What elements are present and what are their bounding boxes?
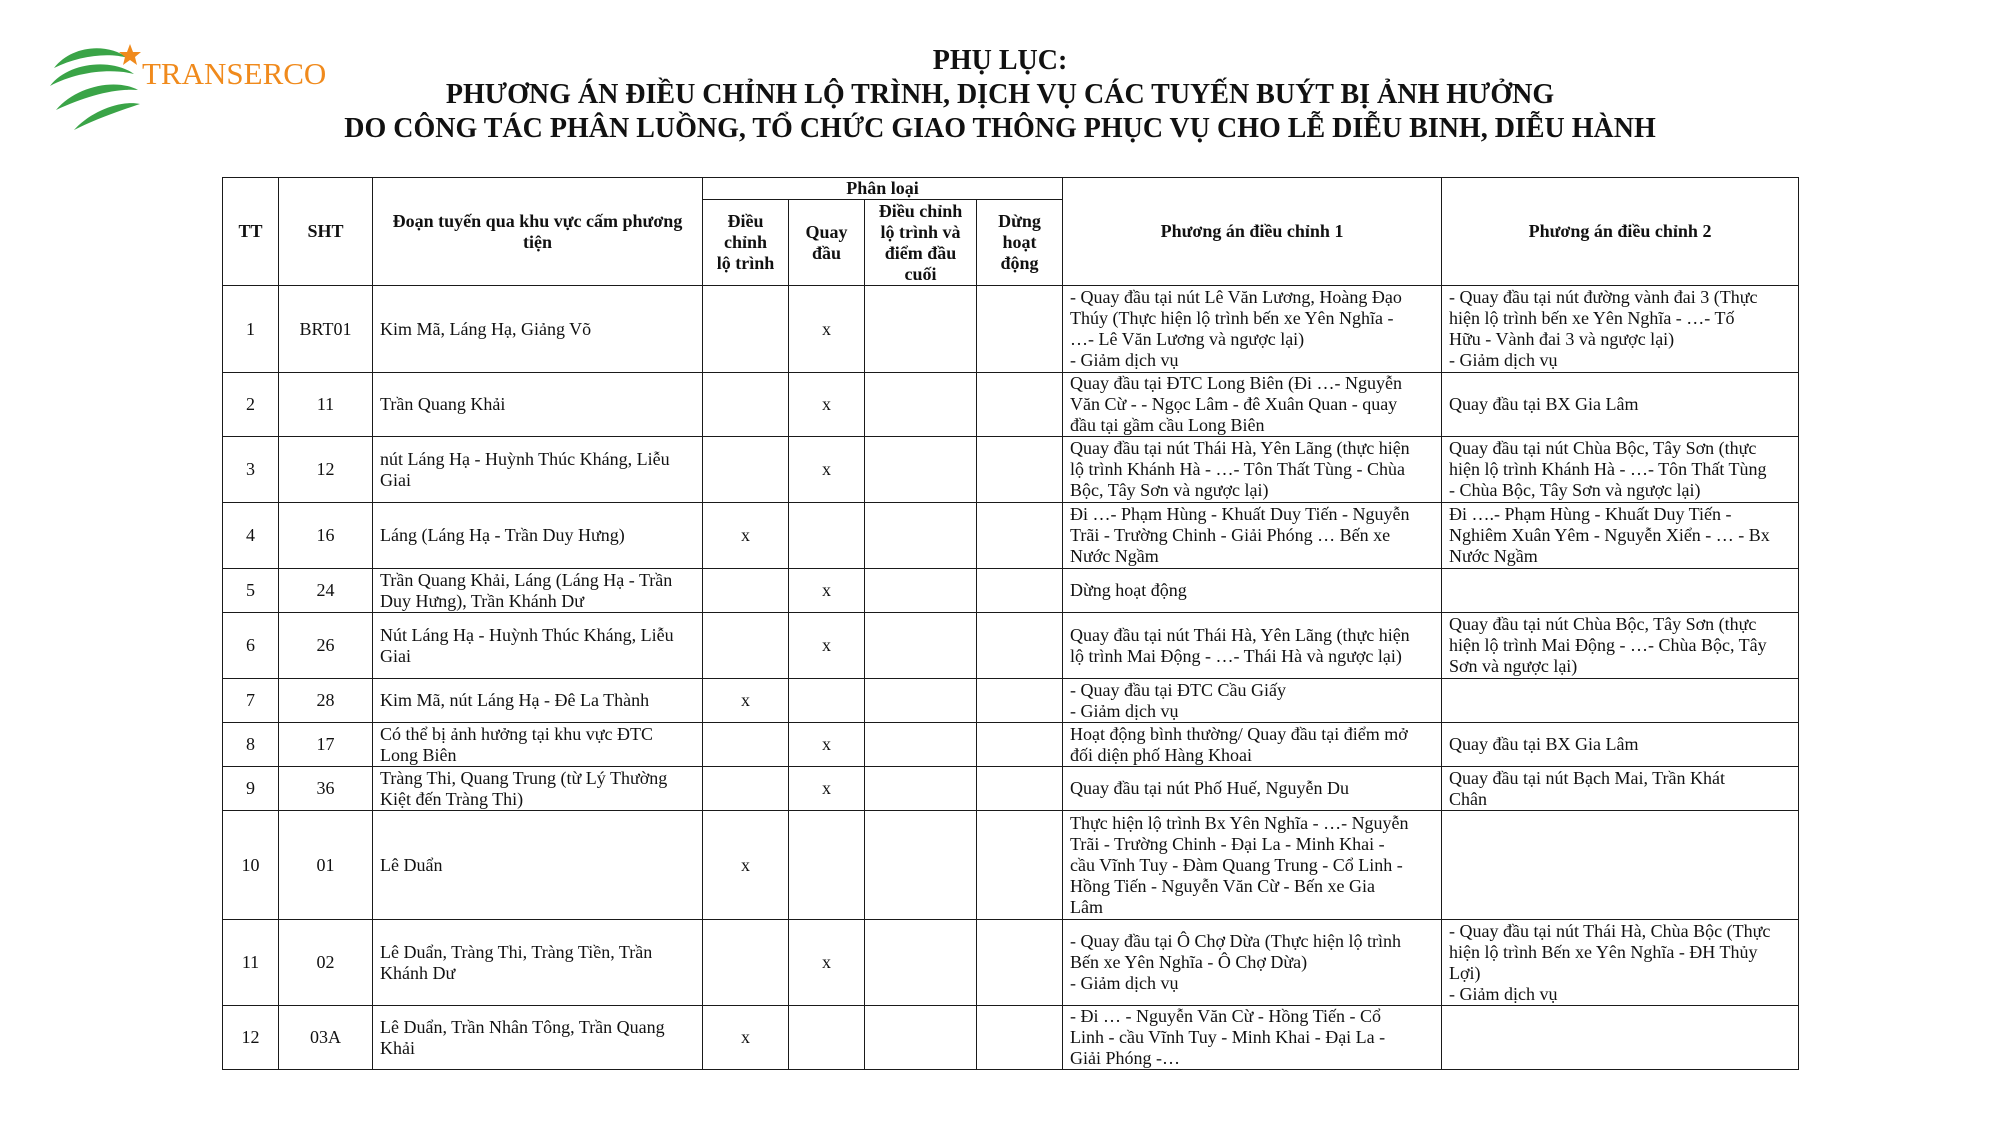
text-line: - Giảm dịch vụ [1070,973,1179,993]
cell-segment [373,920,703,1006]
text-line: Có thể bị ảnh hưởng tại khu vực ĐTC [380,723,653,744]
text-line: hiện lộ trình Bến xe Yên Nghĩa - ĐH Thủy [1449,941,1758,962]
cell-adjust-endpoints [865,613,977,679]
header-segment-lines [377,211,698,253]
header-plan-1: Phương án điều chỉnh 1 [1063,178,1442,286]
cell-plan-1-lines [1070,373,1434,436]
cell-plan-1-lines [1070,931,1434,994]
cell-adjust-endpoints [865,1006,977,1070]
cell-plan-1 [1063,723,1442,767]
text-line: Hoạt động bình thường/ Quay đầu tại điểm mở [1070,723,1408,744]
text-line: Linh - cầu Vĩnh Tuy - Minh Khai - Đại La - [1070,1027,1386,1047]
cell-adjust-route: x [703,679,789,723]
cell-segment-lines [380,449,695,491]
text-line: đối diện phố Hàng Khoai [1070,744,1252,765]
cell-adjust-endpoints [865,503,977,569]
cell-plan-2 [1442,437,1799,503]
cell-stop-operation [977,613,1063,679]
header-classification: Phân loại [703,178,1063,200]
cell-adjust-route [703,373,789,437]
text-line: đầu [811,242,842,263]
cell-turnaround: x [789,437,865,503]
cell-plan-1 [1063,373,1442,437]
cell-plan-2 [1442,811,1799,920]
text-line: Sơn và ngược lại) [1449,656,1578,676]
text-line: chỉnh [723,232,768,252]
text-line: Giai [380,645,411,666]
cell-plan-1 [1063,503,1442,569]
text-line: Quay đầu tại nút Thái Hà, Yên Lãng (thực hiện [1070,438,1410,458]
cell-segment-lines [380,625,695,667]
cell-segment [373,679,703,723]
cell-plan-2 [1442,503,1799,569]
cell-tt: 11 [223,920,279,1006]
text-line: Duy Hưng), Trần Khánh Dư [380,590,585,611]
cell-adjust-endpoints [865,679,977,723]
cell-sht: 12 [279,437,373,503]
cell-plan-2-lines [1449,287,1791,371]
cell-turnaround: x [789,569,865,613]
cell-stop-operation [977,437,1063,503]
cell-adjust-endpoints [865,723,977,767]
text-line: Kim Mã, nút Láng Hạ - Đê La Thành [380,690,650,710]
text-line: Đoạn tuyến qua khu vực cấm phương [392,210,683,231]
cell-sht: 02 [279,920,373,1006]
cell-segment-lines [380,855,695,876]
cell-turnaround: x [789,613,865,679]
table-row [223,723,1799,767]
text-line: Láng (Láng Hạ - Trần Duy Hưng) [380,525,625,545]
text-line: Trãi - Trường Chinh - Giải Phóng … Bến xe [1070,525,1391,545]
cell-plan-2-lines [1449,438,1791,501]
cell-turnaround [789,503,865,569]
cell-adjust-endpoints [865,373,977,437]
text-line: Trãi - Trường Chinh - Đại La - Minh Khai - [1070,833,1385,854]
cell-tt: 6 [223,613,279,679]
cell-plan-2 [1442,679,1799,723]
cell-sht: 24 [279,569,373,613]
cell-sht: 36 [279,767,373,811]
cell-stop-operation [977,767,1063,811]
cell-plan-2 [1442,723,1799,767]
text-line: - Giảm dịch vụ [1449,983,1558,1004]
cell-plan-1 [1063,679,1442,723]
table-row [223,613,1799,679]
text-line: hiện lộ trình Khánh Hà - …- Tôn Thất Tùng [1449,459,1767,479]
cell-tt: 12 [223,1006,279,1070]
cell-segment [373,811,703,920]
table-row [223,373,1799,437]
text-line: - Quay đầu tại Ô Chợ Dừa (Thực hiện lộ trình [1070,931,1401,951]
table-row [223,811,1799,920]
cell-segment [373,437,703,503]
text-line: Nước Ngầm [1070,546,1159,566]
text-line: cầu Vĩnh Tuy - Đàm Quang Trung - Cổ Linh - [1070,854,1403,875]
cell-adjust-endpoints [865,286,977,373]
text-line: Lợi) [1449,962,1481,983]
text-line: lộ trình Mai Động - …- Thái Hà và ngược lại) [1070,645,1402,666]
header-tt: TT [223,178,279,286]
cell-plan-1-lines [1070,724,1434,766]
cell-plan-2 [1442,1006,1799,1070]
cell-sht: 16 [279,503,373,569]
header-turnaround [789,200,865,286]
cell-plan-1-lines [1070,680,1434,722]
text-line: - Đi … - Nguyễn Văn Cừ - Hồng Tiến - Cổ [1070,1006,1381,1026]
text-line: Lê Duẩn [380,854,443,875]
cell-segment-lines [380,942,695,984]
text-line: Lê Duẩn, Trần Nhân Tông, Trần Quang [380,1016,665,1037]
table-row [223,1006,1799,1070]
cell-tt: 2 [223,373,279,437]
cell-segment [373,286,703,373]
cell-adjust-route [703,613,789,679]
cell-turnaround [789,679,865,723]
cell-segment [373,503,703,569]
cell-stop-operation [977,373,1063,437]
text-line: Quay đầu tại ĐTC Long Biên (Đi …- Nguyễn [1070,373,1402,393]
text-line: Đi ….- Phạm Hùng - Khuất Duy Tiến - [1449,504,1732,524]
cell-plan-2-lines [1449,768,1791,810]
cell-plan-1 [1063,437,1442,503]
text-line: Quay đầu tại nút Chùa Bộc, Tây Sơn (thực [1449,614,1757,634]
text-line: - Quay đầu tại nút Lê Văn Lương, Hoàng Đạo [1070,287,1402,307]
header-adjust-endpoints [865,200,977,286]
cell-turnaround [789,1006,865,1070]
text-line: Bộc, Tây Sơn và ngược lại) [1070,480,1269,500]
cell-segment-lines [380,525,695,546]
cell-plan-1-lines [1070,1006,1434,1069]
cell-stop-operation [977,503,1063,569]
cell-turnaround [789,811,865,920]
text-line: đầu tại gầm cầu Long Biên [1070,415,1265,435]
cell-plan-1-lines [1070,813,1434,918]
cell-adjust-route [703,569,789,613]
table-row [223,679,1799,723]
text-line: Kiệt đến Tràng Thi) [380,788,524,809]
cell-plan-2 [1442,767,1799,811]
cell-segment [373,569,703,613]
document-title [250,44,1750,146]
text-line: Hồng Tiến - Nguyễn Văn Cừ - Bến xe Gia [1070,875,1375,896]
cell-sht: 01 [279,811,373,920]
cell-segment-lines [380,1017,695,1059]
text-line: Thúy (Thực hiện lộ trình bến xe Yên Nghĩa - [1070,308,1394,328]
text-line: Quay đầu tại nút Bạch Mai, Trần Khát [1449,767,1725,788]
text-line: lộ trình [716,253,775,273]
cell-plan-1 [1063,286,1442,373]
text-line: Giải Phóng -… [1070,1048,1181,1068]
cell-plan-2-lines [1449,734,1791,755]
text-line: Chân [1449,788,1488,809]
text-line: cuối [904,263,937,284]
text-line: Long Biên [380,744,457,765]
text-line: Khải [380,1037,415,1058]
text-line: Kim Mã, Láng Hạ, Giảng Võ [380,318,592,339]
cell-stop-operation [977,1006,1063,1070]
cell-adjust-route [703,286,789,373]
text-line: Điều [727,211,764,231]
cell-plan-1 [1063,613,1442,679]
cell-stop-operation [977,286,1063,373]
cell-segment-lines [380,319,695,340]
cell-turnaround: x [789,723,865,767]
text-line: Nút Láng Hạ - Huỳnh Thúc Kháng, Liễu [380,624,674,645]
cell-sht: 03A [279,1006,373,1070]
header-stop-operation [977,200,1063,286]
cell-plan-2-lines [1449,921,1791,1005]
text-line: Quay đầu tại nút Thái Hà, Yên Lãng (thực hiện [1070,624,1410,645]
title-line-2: PHƯƠNG ÁN ĐIỀU CHỈNH LỘ TRÌNH, DỊCH VỤ CÁC TUYẾN BUÝT BỊ ẢNH HƯỞNG [445,79,1555,110]
cell-segment [373,613,703,679]
cell-plan-2-lines [1449,614,1791,677]
cell-plan-1 [1063,811,1442,920]
text-line: Thực hiện lộ trình Bx Yên Nghĩa - …- Nguyễn [1070,812,1409,833]
cell-turnaround: x [789,373,865,437]
text-line: Văn Cừ - - Ngọc Lâm - đê Xuân Quan - quay [1070,394,1398,414]
text-line: …- Lê Văn Lương và ngược lại) [1070,329,1305,349]
table-row [223,767,1799,811]
cell-tt: 1 [223,286,279,373]
text-line: Hữu - Vành đai 3 và ngược lại) [1449,329,1675,349]
cell-segment [373,1006,703,1070]
cell-segment-lines [380,768,695,810]
transerco-logo-text: TRANSERCO [142,56,327,91]
title-line-1: PHỤ LỤC: [932,45,1068,76]
text-line: - Quay đầu tại nút đường vành đai 3 (Thực [1449,287,1758,307]
cell-plan-1-lines [1070,287,1434,371]
cell-stop-operation [977,569,1063,613]
text-line: Trần Quang Khải, Láng (Láng Hạ - Trần [380,569,673,590]
cell-adjust-route [703,437,789,503]
cell-adjust-endpoints [865,767,977,811]
cell-adjust-route: x [703,1006,789,1070]
text-line: lộ trình và [880,221,961,242]
cell-adjust-route [703,767,789,811]
text-line: - Giảm dịch vụ [1070,700,1179,721]
cell-adjust-route [703,723,789,767]
cell-adjust-route [703,920,789,1006]
text-line: hiện lộ trình bến xe Yên Nghĩa - …- Tố [1449,308,1735,328]
text-line: Nghiêm Xuân Yêm - Nguyễn Xiển - … - Bx [1449,525,1770,545]
bus-route-adjustment-table [222,177,1799,1070]
cell-segment-lines [380,724,695,766]
cell-plan-1-lines [1070,778,1434,799]
cell-turnaround: x [789,767,865,811]
text-line: Nước Ngầm [1449,546,1538,566]
cell-plan-1 [1063,920,1442,1006]
text-line: - Quay đầu tại ĐTC Cầu Giấy [1070,679,1286,700]
text-line: tiện [523,231,552,252]
cell-tt: 8 [223,723,279,767]
text-line: Khánh Dư [380,962,456,983]
cell-tt: 7 [223,679,279,723]
text-line: Dừng [998,211,1041,231]
cell-segment-lines [380,690,695,711]
cell-stop-operation [977,723,1063,767]
text-line: Đi …- Phạm Hùng - Khuất Duy Tiến - Nguyễn [1070,504,1410,524]
cell-adjust-endpoints [865,811,977,920]
cell-plan-1-lines [1070,438,1434,501]
text-line: - Giảm dịch vụ [1449,350,1558,370]
table-body [223,286,1799,1070]
text-line: Dừng hoạt động [1070,580,1187,600]
cell-stop-operation [977,679,1063,723]
cell-turnaround: x [789,920,865,1006]
cell-plan-2-lines [1449,394,1791,415]
cell-tt: 9 [223,767,279,811]
cell-adjust-route: x [703,503,789,569]
text-line: Điều chỉnh [878,200,963,221]
table-row [223,286,1799,373]
cell-sht: 17 [279,723,373,767]
header-plan-2: Phương án điều chỉnh 2 [1442,178,1799,286]
cell-segment-lines [380,570,695,612]
text-line: Quay [805,221,848,242]
cell-stop-operation [977,811,1063,920]
cell-sht: 11 [279,373,373,437]
text-line: - Quay đầu tại nút Thái Hà, Chùa Bộc (Thực [1449,920,1771,941]
cell-plan-2-lines [1449,504,1791,567]
text-line: - Chùa Bộc, Tây Sơn và ngược lại) [1449,480,1701,500]
text-line: hoạt [1002,232,1037,252]
header-adjust-route [703,200,789,286]
cell-segment [373,767,703,811]
cell-sht: BRT01 [279,286,373,373]
cell-plan-1 [1063,569,1442,613]
cell-adjust-endpoints [865,920,977,1006]
text-line: nút Láng Hạ - Huỳnh Thúc Kháng, Liễu [380,448,670,469]
cell-plan-2 [1442,569,1799,613]
cell-adjust-route: x [703,811,789,920]
text-line: Tràng Thi, Quang Trung (từ Lý Thường [380,767,668,788]
cell-sht: 28 [279,679,373,723]
text-line: điểm đầu [884,242,957,263]
text-line: động [1000,253,1039,273]
text-line: lộ trình Khánh Hà - …- Tôn Thất Tùng - Chùa [1070,459,1405,479]
cell-segment [373,723,703,767]
cell-stop-operation [977,920,1063,1006]
text-line: Bến xe Yên Nghĩa - Ô Chợ Dừa) [1070,952,1308,972]
cell-plan-1-lines [1070,580,1434,601]
cell-adjust-endpoints [865,437,977,503]
cell-tt: 3 [223,437,279,503]
cell-turnaround: x [789,286,865,373]
cell-plan-2 [1442,286,1799,373]
cell-sht: 26 [279,613,373,679]
cell-plan-2 [1442,920,1799,1006]
table-row [223,569,1799,613]
cell-tt: 5 [223,569,279,613]
table-row [223,437,1799,503]
cell-segment [373,373,703,437]
text-line: Quay đầu tại BX Gia Lâm [1449,394,1639,414]
transerco-logo-icon [46,38,146,138]
text-line: Giai [380,469,411,490]
title-line-3: DO CÔNG TÁC PHÂN LUỒNG, TỔ CHỨC GIAO THÔNG PHỤC VỤ CHO LỄ DIỄU BINH, DIỄU HÀNH [344,113,1656,144]
table-row [223,503,1799,569]
text-line: Trần Quang Khải [380,394,506,414]
cell-plan-1-lines [1070,504,1434,567]
cell-tt: 10 [223,811,279,920]
cell-plan-1 [1063,767,1442,811]
cell-plan-2 [1442,613,1799,679]
header-segment [373,178,703,286]
text-line: Quay đầu tại BX Gia Lâm [1449,734,1639,754]
text-line: Quay đầu tại nút Phố Huế, Nguyễn Du [1070,778,1349,798]
table-row [223,920,1799,1006]
cell-adjust-endpoints [865,569,977,613]
text-line: Quay đầu tại nút Chùa Bộc, Tây Sơn (thực [1449,438,1757,458]
text-line: Lê Duẩn, Tràng Thi, Tràng Tiền, Trần [380,941,653,962]
cell-plan-1 [1063,1006,1442,1070]
cell-tt: 4 [223,503,279,569]
cell-segment-lines [380,394,695,415]
text-line: - Giảm dịch vụ [1070,350,1179,370]
header-sht: SHT [279,178,373,286]
text-line: hiện lộ trình Mai Động - …- Chùa Bộc, Tây [1449,635,1767,655]
cell-plan-1-lines [1070,625,1434,667]
text-line: Lâm [1070,896,1104,917]
cell-plan-2 [1442,373,1799,437]
